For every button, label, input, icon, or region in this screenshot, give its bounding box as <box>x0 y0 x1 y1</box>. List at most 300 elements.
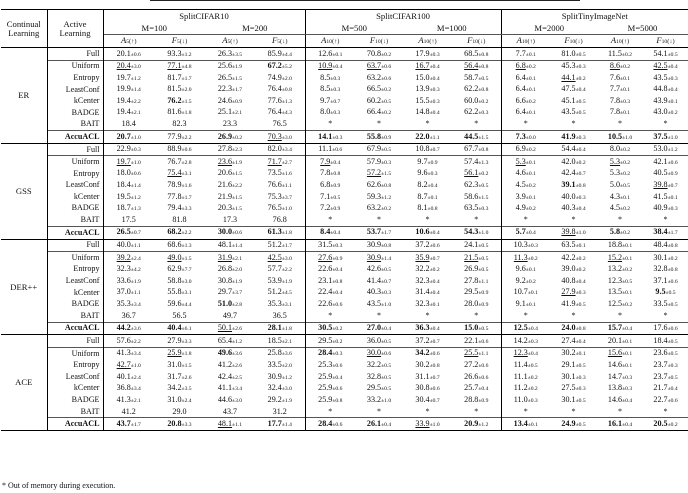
cell-mean: 17.3 <box>222 215 238 225</box>
cell-value <box>154 418 205 431</box>
cell-mean: * <box>523 119 528 129</box>
cell-mean: 29.7 <box>217 287 233 297</box>
cell-std: ±0.3 <box>332 134 343 141</box>
cell-std: ±1.0 <box>381 301 392 308</box>
cell-mean: 12.6 <box>318 48 333 58</box>
metric-symbol: F <box>272 35 278 46</box>
metric-arrow: (↓) <box>477 38 486 46</box>
cell-value <box>154 168 205 180</box>
cell-value <box>550 394 597 406</box>
group-label-er: ER <box>1 48 47 144</box>
cell-value <box>403 84 452 96</box>
cell-std: ±0.4 <box>667 87 678 94</box>
cell-mean: 48.1 <box>217 418 233 428</box>
cell-value <box>452 95 501 107</box>
cell-mean: 75.3 <box>267 191 282 201</box>
cell-value <box>403 322 452 335</box>
header-metric-f <box>643 35 688 48</box>
cell-std: ±0.3 <box>478 110 489 117</box>
cell-value <box>103 371 154 383</box>
cell-value <box>501 131 550 144</box>
cell-mean: 32.8 <box>366 371 382 381</box>
cell-value <box>355 214 403 226</box>
group-label-derpppp: DER++ <box>1 239 47 335</box>
cell-mean: 27.2 <box>464 359 479 369</box>
cell-std: ±1.3 <box>478 159 489 166</box>
cell-std: ±1.0 <box>381 397 392 404</box>
cell-mean: 45.3 <box>561 61 576 71</box>
cell-std: ±2.2 <box>130 98 141 105</box>
cell-mean: 27.8 <box>217 144 233 154</box>
cell-value <box>305 406 355 418</box>
cell-mean: 42.4 <box>561 168 576 178</box>
cell-std: ±2.6 <box>232 326 243 333</box>
cell-mean: 29.1 <box>561 359 576 369</box>
cell-mean: 13.4 <box>513 418 528 428</box>
cell-value <box>643 275 688 287</box>
cell-mean: 35.3 <box>267 298 282 308</box>
cell-mean: 5.0 <box>609 180 621 190</box>
metric-arrow: (↑) <box>429 38 437 46</box>
cell-value <box>305 48 355 61</box>
cell-value <box>154 252 205 264</box>
cell-std: ±2.1 <box>130 110 141 117</box>
cell-mean: 41.1 <box>217 383 233 393</box>
cell-std: ±2.5 <box>232 374 243 381</box>
cell-mean: 14.8 <box>415 107 430 117</box>
cell-value <box>452 191 501 203</box>
cell-mean: 14.6 <box>607 359 623 369</box>
cell-mean: 11.1 <box>513 371 528 381</box>
cell-std: ±0.3 <box>478 206 489 213</box>
table-row <box>1 418 688 431</box>
cell-std: ±0.4 <box>667 386 678 393</box>
cell-std: ±0.3 <box>527 397 538 404</box>
cell-value <box>355 406 403 418</box>
cell-std: ±0.1 <box>575 351 586 358</box>
cell-value <box>550 191 597 203</box>
cell-std: ±0.6 <box>429 243 440 249</box>
cell-std: ±0.3 <box>527 243 538 249</box>
cell-mean: 41.2 <box>121 406 136 416</box>
cell-mean: 78.9 <box>167 180 182 190</box>
method-label: Uniform <box>47 347 103 359</box>
metric-symbol: F <box>656 35 662 46</box>
cell-std: ±0.3 <box>575 64 586 71</box>
cell-mean: 30.9 <box>267 371 282 381</box>
cell-std: ±0.1 <box>575 243 586 249</box>
cell-mean: 43.5 <box>561 107 576 117</box>
cell-value <box>643 72 688 84</box>
cell-mean: 19.9 <box>116 84 131 94</box>
cell-mean: * <box>328 119 333 129</box>
cell-mean: * <box>663 119 668 129</box>
cell-std: ±0.8 <box>381 183 392 190</box>
cell-std: ±0.2 <box>622 267 633 274</box>
cell-mean: 23.1 <box>318 275 333 285</box>
cell-mean: 19.7 <box>116 72 131 82</box>
cell-mean: 15.5 <box>415 95 430 105</box>
metric-symbol: F <box>171 35 177 46</box>
cell-value <box>103 180 154 192</box>
cell-value <box>403 371 452 383</box>
cell-mean: 42.2 <box>561 252 576 262</box>
cell-std: ±0.7 <box>429 255 440 262</box>
cell-std: ±0.4 <box>332 267 343 274</box>
header-memory-m500: M=500 <box>305 22 403 35</box>
cell-mean: 25.8 <box>267 348 282 358</box>
header-metric-f <box>355 35 403 48</box>
cell-value <box>103 383 154 395</box>
cell-std: ±0.2 <box>525 98 536 105</box>
cell-mean: 40.0 <box>116 240 131 249</box>
cell-std: ±0.2 <box>525 278 536 285</box>
cell-value <box>643 168 688 180</box>
cell-value <box>154 107 205 119</box>
cell-value <box>205 264 255 276</box>
cell-mean: 30.8 <box>415 383 430 393</box>
cell-mean: 6.9 <box>515 144 526 154</box>
cell-mean: 76.7 <box>167 156 182 166</box>
cell-mean: 43.5 <box>366 298 382 308</box>
cell-mean: 10.9 <box>318 61 333 71</box>
cell-mean: 70.3 <box>267 131 282 141</box>
cell-mean: 11.4 <box>513 359 528 369</box>
cell-mean: * <box>617 119 623 129</box>
cell-value <box>403 359 452 371</box>
cell-mean: * <box>376 310 382 320</box>
cell-mean: 48.1 <box>217 240 233 249</box>
cell-value <box>103 72 154 84</box>
cell-mean: 32.3 <box>116 264 131 274</box>
cell-mean: * <box>474 215 479 225</box>
cell-std: ±0.1 <box>427 194 438 201</box>
cell-mean: 20.1 <box>116 48 131 58</box>
cell-std: ±0.2 <box>620 64 631 71</box>
cell-value <box>452 418 501 431</box>
cell-value <box>643 371 688 383</box>
cell-std: ±0.5 <box>381 147 392 154</box>
cell-mean: * <box>571 406 576 416</box>
cell-value <box>452 156 501 168</box>
cell-value <box>205 406 255 418</box>
cell-mean: 27.9 <box>561 287 576 297</box>
cell-std: ±0.1 <box>620 87 631 94</box>
cell-value <box>597 335 643 348</box>
cell-value <box>643 60 688 72</box>
cell-mean: * <box>425 406 430 416</box>
cell-value <box>550 252 597 264</box>
cell-std: ±1.0 <box>622 134 633 141</box>
cell-value <box>103 310 154 322</box>
cell-std: ±0.1 <box>527 421 538 428</box>
cell-value <box>452 72 501 84</box>
cell-value <box>452 131 501 144</box>
cell-value <box>255 95 305 107</box>
cell-value <box>501 418 550 431</box>
cell-std: ±1.7 <box>281 243 292 249</box>
cell-mean: 63.2 <box>366 72 382 82</box>
cell-mean: 24.1 <box>464 240 479 249</box>
cell-std: ±2.0 <box>281 75 292 82</box>
cell-mean: 32.8 <box>653 264 668 274</box>
header-metric-a <box>597 35 643 48</box>
cell-value <box>154 226 205 239</box>
cell-value <box>205 84 255 96</box>
cell-value <box>103 418 154 431</box>
cell-mean: 37.1 <box>653 275 668 285</box>
cell-mean: 31.1 <box>415 371 430 381</box>
cell-value <box>355 226 403 239</box>
cell-std: ±0.1 <box>622 290 633 297</box>
cell-std: ±0.4 <box>667 64 678 71</box>
table-row <box>1 95 688 107</box>
cell-value <box>643 48 688 61</box>
method-label: Uniform <box>47 252 103 264</box>
cell-mean: 9.1 <box>515 298 526 308</box>
cell-std: ±3.5 <box>181 386 192 393</box>
cell-std: ±1.7 <box>381 230 392 237</box>
cell-std: ±0.8 <box>429 362 440 369</box>
cell-std: ±3.4 <box>130 386 141 393</box>
cell-value <box>154 203 205 215</box>
cell-mean: * <box>663 406 668 416</box>
cell-mean: 11.5 <box>608 48 622 58</box>
cell-std: ±0.6 <box>232 230 243 237</box>
cell-mean: 20.6 <box>217 168 233 178</box>
cell-mean: 8.2 <box>417 180 428 190</box>
cell-value <box>103 394 154 406</box>
cell-std: ±1.8 <box>281 326 292 333</box>
cell-std: ±0.3 <box>622 374 633 381</box>
cell-mean: 40.5 <box>653 168 668 178</box>
table-row <box>1 191 688 203</box>
cell-mean: 25.9 <box>318 383 333 393</box>
table-row <box>1 119 688 131</box>
cell-mean: 57.6 <box>116 335 131 345</box>
cell-mean: 50.1 <box>217 323 233 333</box>
cell-std: ±0.6 <box>130 51 141 58</box>
cell-value <box>205 191 255 203</box>
cell-mean: 24.0 <box>561 323 576 333</box>
cell-value <box>501 383 550 395</box>
cell-mean: 81.6 <box>167 107 182 117</box>
table-row <box>1 371 688 383</box>
cell-value <box>103 60 154 72</box>
cell-std: ±0.2 <box>381 51 392 58</box>
cell-value <box>305 383 355 395</box>
cell-mean: 10.7 <box>513 287 528 297</box>
cell-std: ±1.7 <box>181 194 192 201</box>
group-label-ace: ACE <box>1 335 47 431</box>
cell-mean: 76.5 <box>267 203 282 213</box>
cell-value <box>597 191 643 203</box>
cell-mean: 9.6 <box>515 264 526 274</box>
cell-mean: 41.3 <box>116 394 131 404</box>
cell-std: ±0.2 <box>525 64 536 71</box>
cell-std: ±1.9 <box>232 278 243 285</box>
cell-value <box>255 119 305 131</box>
cell-mean: 15.6 <box>607 348 623 358</box>
cell-value <box>355 394 403 406</box>
cell-value <box>597 131 643 144</box>
cell-mean: 58.7 <box>464 72 479 82</box>
cell-mean: 58.8 <box>167 275 182 285</box>
cell-std: ±0.5 <box>381 386 392 393</box>
cell-mean: 93.3 <box>167 48 182 58</box>
method-label: kCenter <box>47 287 103 299</box>
cell-std: ±1.4 <box>381 255 392 262</box>
cell-std: ±0.1 <box>622 243 633 249</box>
cell-mean: 22.6 <box>318 264 333 274</box>
cell-value <box>205 60 255 72</box>
cell-std: ±3.1 <box>181 171 192 178</box>
cell-mean: 7.8 <box>320 168 331 178</box>
cell-value <box>403 252 452 264</box>
cell-value <box>643 264 688 276</box>
cell-std: ±0.7 <box>381 278 392 285</box>
cell-std: ±1.8 <box>181 351 192 358</box>
cell-mean: 15.7 <box>607 323 623 333</box>
cell-std: ±0.6 <box>332 362 343 369</box>
header-memory-m100: M=100 <box>103 22 205 35</box>
cell-value <box>305 239 355 252</box>
cell-mean: * <box>523 310 528 320</box>
cell-std: ±0.2 <box>620 206 631 213</box>
cell-std: ±0.4 <box>575 147 586 154</box>
cell-std: ±1.7 <box>667 230 678 237</box>
cell-std: ±3.3 <box>181 421 192 428</box>
metric-subscript: 5 <box>177 39 180 46</box>
cell-mean: 7.7 <box>515 48 526 58</box>
cell-std: ±0.1 <box>667 194 678 201</box>
cell-mean: 77.6 <box>267 95 282 105</box>
cell-value <box>452 180 501 192</box>
cell-value <box>205 203 255 215</box>
cell-mean: 38.4 <box>653 227 668 237</box>
cell-std: ±0.3 <box>575 290 586 297</box>
cell-mean: 36.5 <box>272 310 287 320</box>
cell-value <box>355 203 403 215</box>
cell-value <box>597 107 643 119</box>
cell-mean: 23.3 <box>222 119 238 129</box>
cell-value <box>643 131 688 144</box>
cell-value <box>255 406 305 418</box>
cell-std: ±1.5 <box>181 98 192 105</box>
cell-value <box>355 310 403 322</box>
cell-value <box>403 203 452 215</box>
cell-mean: * <box>425 215 430 225</box>
cell-value <box>597 119 643 131</box>
cell-std: ±4.4 <box>281 51 292 58</box>
cell-value <box>255 84 305 96</box>
cell-value <box>403 214 452 226</box>
cell-value <box>403 72 452 84</box>
cell-value <box>205 383 255 395</box>
header-metric-f <box>550 35 597 48</box>
cell-value <box>255 383 305 395</box>
cell-std: ±1.5 <box>381 171 392 178</box>
cell-value <box>452 107 501 119</box>
cell-std: ±0.5 <box>575 51 586 58</box>
cell-std: ±7.7 <box>181 267 192 274</box>
cell-value <box>355 180 403 192</box>
cell-mean: 36.7 <box>121 310 136 320</box>
cell-std: ±1.2 <box>381 194 392 201</box>
cell-value <box>205 310 255 322</box>
cell-std: ±0.5 <box>478 267 489 274</box>
cell-mean: 62.2 <box>464 107 479 117</box>
cell-mean: 77.8 <box>167 191 182 201</box>
cell-mean: 40.4 <box>167 323 182 333</box>
cell-value <box>255 275 305 287</box>
cell-value <box>205 214 255 226</box>
cell-mean: 23.7 <box>653 371 668 381</box>
method-label: BAIT <box>47 119 103 131</box>
cell-mean: 74.9 <box>267 72 282 82</box>
cell-std: ±0.6 <box>478 338 489 345</box>
cell-mean: 23.6 <box>217 156 233 166</box>
cell-std: ±0.5 <box>667 51 678 58</box>
metric-symbol: A <box>222 35 228 46</box>
cell-mean: 36.3 <box>415 323 430 333</box>
cell-std: ±0.3 <box>381 290 392 297</box>
cell-value <box>154 95 205 107</box>
cell-value <box>205 418 255 431</box>
header-row-memory <box>1 22 688 35</box>
cell-value <box>355 107 403 119</box>
cell-mean: 8.4 <box>320 227 331 237</box>
cell-mean: 22.0 <box>415 131 430 141</box>
cell-value <box>403 95 452 107</box>
cell-std: ±0.1 <box>667 98 678 105</box>
cell-value <box>255 180 305 192</box>
cell-value <box>501 264 550 276</box>
cell-mean: 25.9 <box>318 371 333 381</box>
cell-value <box>501 48 550 61</box>
cell-mean: 25.5 <box>464 348 479 358</box>
cell-value <box>355 72 403 84</box>
table-row <box>1 107 688 119</box>
cell-std: ±0.2 <box>381 110 392 117</box>
cell-std: ±0.5 <box>478 243 489 249</box>
cell-mean: 45.1 <box>561 95 576 105</box>
table-row <box>1 156 688 168</box>
cell-mean: 20.7 <box>116 131 131 141</box>
cell-mean: 68.6 <box>167 240 182 249</box>
cell-std: ±0.4 <box>478 386 489 393</box>
cell-mean: 42.4 <box>217 371 233 381</box>
cell-std: ±0.8 <box>281 87 292 94</box>
cell-mean: 11.3 <box>513 252 528 262</box>
cell-std: ±0.2 <box>527 374 538 381</box>
cell-std: ±0.1 <box>620 75 631 82</box>
cell-std: ±0.1 <box>525 110 536 117</box>
cell-mean: 70.8 <box>366 48 382 58</box>
cell-mean: 28.1 <box>267 323 282 333</box>
cell-value <box>255 107 305 119</box>
cell-value <box>255 322 305 335</box>
cell-std: ±0.6 <box>130 171 141 178</box>
cell-std: ±0.6 <box>667 397 678 404</box>
cell-std: ±1.2 <box>130 75 141 82</box>
cell-std: ±0.2 <box>575 159 586 166</box>
cell-std: ±0.2 <box>667 421 678 428</box>
cell-std: ±1.5 <box>478 134 489 141</box>
cell-std: ±0.5 <box>575 421 586 428</box>
cell-std: ±5.2 <box>281 64 292 71</box>
cell-value <box>550 95 597 107</box>
